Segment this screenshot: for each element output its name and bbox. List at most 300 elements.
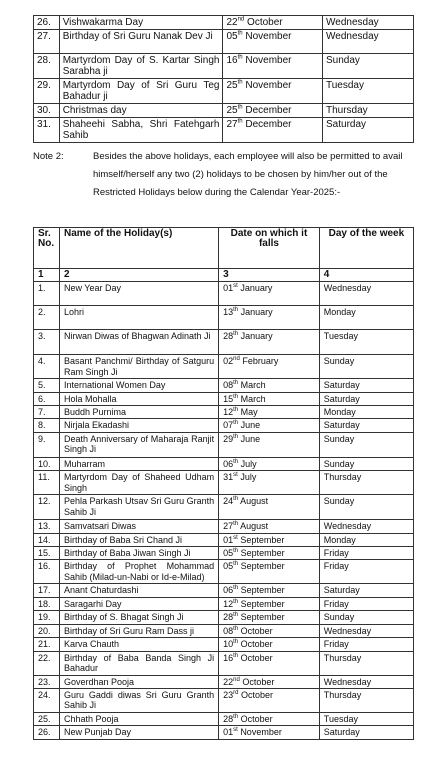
date-suffix: th [233, 521, 239, 528]
holiday-date-cell [219, 457, 320, 470]
holiday-date-cell [219, 712, 320, 725]
date-month: September [240, 612, 285, 623]
table-row [34, 712, 414, 725]
table-row [34, 406, 414, 419]
weekday-cell [319, 726, 413, 739]
holiday-name: Martyrdom Day of Sri Guru Teg Bahadur ji [62, 80, 220, 102]
holiday-date-cell [223, 16, 323, 30]
serial-number-cell [34, 457, 60, 470]
serial-number-cell [34, 118, 60, 143]
date-day: 29 [223, 433, 234, 444]
table-row [34, 651, 414, 675]
holiday-date-cell [219, 330, 320, 355]
weekday: Wednesday [323, 283, 372, 294]
note-line-1: Besides the above holidays, each employee will also be permitted to avail [93, 151, 403, 162]
date-month: July [240, 458, 257, 469]
weekday-cell [319, 330, 413, 355]
holiday-name-cell [59, 379, 218, 392]
holiday-date-cell [219, 597, 320, 610]
holiday-name: Birthday of Baba Jiwan Singh Ji [63, 548, 191, 559]
table-row [34, 30, 414, 54]
weekday-cell [319, 419, 413, 432]
holiday-date-cell [223, 30, 323, 54]
serial-number-cell [34, 306, 60, 330]
serial-number: 9. [38, 433, 46, 444]
weekday: Saturday [326, 119, 367, 130]
date-day: 27 [223, 521, 234, 532]
weekday: Sunday [323, 356, 355, 367]
date-suffix: th [237, 118, 243, 125]
serial-number-cell [34, 495, 60, 520]
weekday-cell [319, 651, 413, 675]
date-suffix: th [233, 407, 239, 414]
date-suffix: th [233, 496, 239, 503]
date-day: 02 [223, 356, 234, 367]
weekday-cell [319, 688, 413, 712]
weekday: Wednesday [323, 625, 372, 636]
date-day: 16 [223, 652, 234, 663]
serial-number: 26. [38, 727, 51, 738]
date-month: October [240, 652, 273, 663]
date-month: January [240, 307, 273, 318]
date-suffix: th [233, 713, 239, 720]
holiday-date-cell [219, 392, 320, 405]
index-4: 4 [319, 269, 413, 282]
serial-number: 10. [38, 458, 51, 469]
restricted-holidays-table [33, 227, 414, 740]
holiday-name-cell [59, 495, 218, 520]
date-day: 08 [223, 380, 234, 391]
weekday-cell [323, 104, 414, 118]
serial-number: 31. [37, 119, 51, 130]
serial-number-cell [34, 584, 60, 597]
date-day: 05 [226, 31, 238, 42]
header-sno: Sr. No. [34, 228, 60, 269]
date-day: 25 [226, 105, 238, 116]
holiday-name: Birthday of Sri Guru Nanak Dev Ji [62, 31, 213, 42]
date-suffix: st [233, 727, 238, 734]
holiday-name: Death Anniversary of Maharaja Ranjit Singh Ji [63, 433, 215, 455]
serial-number: 18. [38, 598, 51, 609]
table-row [34, 118, 414, 143]
table-row [34, 79, 414, 104]
serial-number-cell [34, 471, 60, 495]
holiday-date-cell [219, 624, 320, 637]
weekday: Thursday [323, 689, 362, 700]
serial-number: 30. [37, 105, 51, 116]
date-month: October [247, 17, 283, 28]
serial-number-cell [34, 651, 60, 675]
date-suffix: th [237, 104, 243, 111]
holiday-name: Hola Mohalla [63, 393, 117, 404]
serial-number: 27. [37, 31, 51, 42]
holiday-name: Lohri [63, 307, 84, 318]
date-month: January [240, 283, 273, 294]
date-day: 31 [223, 472, 234, 483]
weekday-cell [319, 584, 413, 597]
table-row [34, 432, 414, 457]
table-row [34, 726, 414, 739]
serial-number: 6. [38, 393, 46, 404]
holiday-date-cell [219, 651, 320, 675]
holiday-date-cell [219, 584, 320, 597]
date-day: 07 [223, 420, 234, 431]
weekday: Thursday [326, 105, 368, 116]
table-row [34, 638, 414, 651]
weekday-cell [319, 306, 413, 330]
date-suffix: th [233, 307, 239, 314]
date-day: 05 [223, 548, 234, 559]
holiday-name: Guru Gaddi diwas Sri Guru Granth Sahib Ji [63, 689, 215, 711]
date-month: August [240, 496, 269, 507]
holiday-date-cell [219, 355, 320, 379]
holiday-name-cell [59, 330, 218, 355]
serial-number-cell [34, 104, 60, 118]
date-day: 12 [223, 598, 234, 609]
serial-number-cell [34, 675, 60, 688]
date-month: October [240, 713, 273, 724]
date-month: June [240, 420, 261, 431]
serial-number: 8. [38, 420, 46, 431]
holiday-name: Muharram [63, 458, 105, 469]
holiday-name-cell [59, 306, 218, 330]
weekday-cell [319, 495, 413, 520]
weekday: Thursday [323, 472, 362, 483]
holiday-date-cell [219, 688, 320, 712]
table-row [34, 379, 414, 392]
weekday: Friday [323, 598, 349, 609]
holiday-name-cell [59, 584, 218, 597]
gazetted-holidays-table-continued [33, 15, 414, 143]
serial-number-cell [34, 726, 60, 739]
header-date: Date on which it falls [219, 228, 320, 269]
holiday-name: Shaheehi Sabha, Shri Fatehgarh Sahib [62, 119, 220, 141]
date-month: October [242, 676, 275, 687]
date-suffix: th [233, 585, 239, 592]
weekday-cell [319, 457, 413, 470]
serial-number: 7. [38, 407, 46, 418]
holiday-name: Birthday of Sri Guru Ram Dass ji [63, 625, 195, 636]
weekday: Saturday [323, 393, 360, 404]
holiday-name-cell [59, 638, 218, 651]
date-month: October [240, 639, 273, 650]
table-row [34, 471, 414, 495]
weekday: Wednesday [326, 17, 379, 28]
serial-number-cell [34, 282, 60, 306]
date-suffix: th [233, 393, 239, 400]
table-row [34, 624, 414, 637]
holiday-name: New Year Day [63, 283, 122, 294]
serial-number: 21. [38, 639, 51, 650]
holiday-date-cell [219, 611, 320, 624]
holiday-date-cell [219, 495, 320, 520]
holiday-name-cell [59, 419, 218, 432]
holiday-name: New Punjab Day [63, 727, 132, 738]
serial-number: 19. [38, 612, 51, 623]
holiday-name: Martyrdom Day of S. Kartar Singh Sarabha ji [62, 55, 220, 77]
date-month: September [240, 598, 285, 609]
holiday-date-cell [219, 726, 320, 739]
serial-number-cell [34, 547, 60, 560]
date-suffix: th [233, 652, 239, 659]
date-day: 22 [226, 17, 238, 28]
date-suffix: th [237, 54, 243, 61]
holiday-name: Martyrdom Day of Shaheed Udham Singh [63, 472, 215, 493]
date-month: May [240, 407, 258, 418]
date-day: 23 [223, 689, 234, 700]
date-day: 27 [226, 119, 238, 130]
table-row [34, 611, 414, 624]
date-day: 22 [223, 676, 234, 687]
holiday-name: Goverdhan Pooja [63, 676, 135, 687]
serial-number: 24. [38, 689, 51, 700]
weekday-cell [319, 560, 413, 584]
holiday-name: Basant Panchmi/ Birthday of Satguru Ram Singh Ji [63, 356, 215, 377]
serial-number-cell [34, 16, 60, 30]
date-day: 08 [223, 625, 234, 636]
date-month: December [245, 119, 292, 130]
serial-number: 23. [38, 676, 51, 687]
date-day: 05 [223, 561, 234, 572]
serial-number-cell [34, 79, 60, 104]
weekday-cell [319, 638, 413, 651]
holiday-name-cell [59, 471, 218, 495]
holiday-date-cell [219, 379, 320, 392]
weekday: Saturday [323, 727, 360, 738]
table-row [34, 16, 414, 30]
holiday-name-cell [59, 79, 223, 104]
holiday-name-cell [59, 118, 223, 143]
holiday-name-cell [59, 282, 218, 306]
table-row [34, 355, 414, 379]
date-suffix: th [233, 420, 239, 427]
holiday-name-cell [59, 406, 218, 419]
weekday: Tuesday [323, 331, 358, 342]
serial-number: 26. [37, 17, 51, 28]
serial-number: 4. [38, 356, 46, 367]
holiday-name-cell [59, 597, 218, 610]
note-line-2: himself/herself any two (2) holidays to be chosen by him/her out of the [93, 169, 388, 180]
weekday: Sunday [326, 55, 360, 66]
weekday-cell [319, 406, 413, 419]
date-month: October [240, 689, 273, 700]
holiday-name: Pehla Parkash Utsav Sri Guru Granth Sahib Ji [63, 496, 215, 517]
holiday-date-cell [219, 419, 320, 432]
weekday: Wednesday [323, 521, 372, 532]
date-month: December [245, 105, 292, 116]
serial-number: 29. [37, 80, 51, 91]
date-day: 01 [223, 727, 234, 738]
weekday: Sunday [323, 433, 355, 444]
holiday-date-cell [223, 54, 323, 79]
date-suffix: th [237, 79, 243, 86]
date-suffix: nd [233, 356, 240, 363]
weekday-cell [319, 624, 413, 637]
date-month: October [240, 625, 273, 636]
note-line-3: Restricted Holidays below during the Calendar Year-2025:- [93, 187, 341, 198]
weekday: Friday [323, 639, 349, 650]
weekday: Monday [323, 307, 356, 318]
serial-number: 14. [38, 534, 51, 545]
table-row [34, 675, 414, 688]
date-suffix: th [233, 331, 239, 338]
table-row [34, 306, 414, 330]
serial-number-cell [34, 560, 60, 584]
holiday-date-cell [223, 79, 323, 104]
date-suffix: th [233, 380, 239, 387]
note-label: Note 2: [33, 151, 64, 162]
serial-number-cell [34, 406, 60, 419]
holiday-name: Nirwan Diwas of Bhagwan Adinath Ji [63, 331, 211, 342]
date-month: November [245, 55, 292, 66]
table-row [34, 419, 414, 432]
serial-number-cell [34, 688, 60, 712]
table-row [34, 688, 414, 712]
holiday-name-cell [59, 726, 218, 739]
serial-number: 1. [38, 283, 46, 294]
holiday-name: Birthday of Baba Banda Singh Ji Bahadur [63, 652, 215, 673]
weekday-cell [319, 597, 413, 610]
date-day: 28 [223, 331, 234, 342]
date-month: November [245, 80, 292, 91]
index-2: 2 [59, 269, 218, 282]
date-month: January [240, 331, 273, 342]
table-row [34, 495, 414, 520]
holiday-name: International Women Day [63, 380, 166, 391]
date-suffix: st [233, 534, 238, 541]
date-suffix: rd [233, 689, 239, 696]
date-suffix: th [233, 433, 239, 440]
serial-number-cell [34, 392, 60, 405]
table-row [34, 457, 414, 470]
holiday-date-cell [219, 306, 320, 330]
serial-number-cell [34, 355, 60, 379]
holiday-name: Nirjala Ekadashi [63, 420, 129, 431]
weekday: Saturday [323, 585, 360, 596]
weekday-cell [319, 547, 413, 560]
holiday-name: Chhath Pooja [63, 713, 119, 724]
table-row [34, 330, 414, 355]
holiday-name-cell [59, 547, 218, 560]
holiday-date-cell [219, 547, 320, 560]
weekday-cell [319, 355, 413, 379]
date-month: November [245, 31, 292, 42]
holiday-name: Karva Chauth [63, 639, 120, 650]
holiday-date-cell [219, 520, 320, 533]
weekday: Tuesday [323, 713, 358, 724]
date-suffix: th [233, 548, 239, 555]
weekday: Thursday [323, 652, 362, 663]
holiday-name-cell [59, 624, 218, 637]
date-day: 16 [226, 55, 238, 66]
weekday: Tuesday [326, 80, 364, 91]
holiday-name-cell [59, 675, 218, 688]
date-suffix: nd [237, 16, 245, 23]
index-1: 1 [34, 269, 60, 282]
date-day: 25 [226, 80, 238, 91]
header-day: Day of the week [319, 228, 413, 269]
serial-number-cell [34, 520, 60, 533]
holiday-name-cell [59, 432, 218, 457]
holiday-name: Anant Chaturdashi [63, 585, 139, 596]
holiday-name-cell [59, 560, 218, 584]
date-month: June [240, 433, 261, 444]
holiday-name-cell [59, 533, 218, 546]
holiday-name-cell [59, 611, 218, 624]
date-day: 24 [223, 496, 234, 507]
serial-number-cell [34, 432, 60, 457]
serial-number-cell [34, 533, 60, 546]
weekday-cell [319, 282, 413, 306]
date-suffix: th [233, 458, 239, 465]
serial-number: 28. [37, 55, 51, 66]
index-3: 3 [219, 269, 320, 282]
date-day: 13 [223, 307, 234, 318]
holiday-date-cell [219, 471, 320, 495]
weekday: Sunday [323, 612, 355, 623]
holiday-name: Birthday of Prophet Mohammad Sahib (Milad-un-Nabi or Id-e-Milad) [63, 561, 215, 582]
date-month: September [240, 585, 285, 596]
table-header-row [34, 228, 414, 269]
date-month: September [240, 548, 285, 559]
weekday-cell [323, 79, 414, 104]
holiday-name-cell [59, 712, 218, 725]
column-index-row [34, 269, 414, 282]
table-row [34, 104, 414, 118]
holiday-name: Saragarhi Day [63, 598, 122, 609]
date-month: September [240, 534, 285, 545]
holiday-name-cell [59, 30, 223, 54]
date-suffix: st [233, 283, 238, 290]
weekday: Monday [323, 407, 356, 418]
date-month: September [240, 561, 285, 572]
serial-number-cell [34, 638, 60, 651]
date-suffix: th [237, 30, 243, 37]
serial-number: 12. [38, 496, 51, 507]
table-row [34, 584, 414, 597]
holiday-name: Vishwakarma Day [62, 17, 144, 28]
date-suffix: st [233, 472, 238, 479]
date-day: 12 [223, 407, 234, 418]
serial-number-cell [34, 597, 60, 610]
serial-number-cell [34, 624, 60, 637]
weekday-cell [323, 118, 414, 143]
date-month: July [240, 472, 257, 483]
serial-number-cell [34, 712, 60, 725]
table-row [34, 282, 414, 306]
date-day: 10 [223, 639, 234, 650]
weekday: Monday [323, 534, 356, 545]
serial-number-cell [34, 330, 60, 355]
weekday: Friday [323, 561, 349, 572]
date-month: August [240, 521, 269, 532]
date-day: 28 [223, 612, 234, 623]
serial-number: 15. [38, 548, 51, 559]
table-row [34, 54, 414, 79]
serial-number: 13. [38, 521, 51, 532]
date-month: February [242, 356, 279, 367]
date-suffix: th [233, 612, 239, 619]
date-suffix: th [233, 625, 239, 632]
serial-number-cell [34, 419, 60, 432]
weekday-cell [319, 520, 413, 533]
holiday-date-cell [219, 533, 320, 546]
table-row [34, 597, 414, 610]
serial-number: 3. [38, 331, 46, 342]
serial-number: 16. [38, 561, 51, 572]
holiday-date-cell [219, 432, 320, 457]
date-day: 06 [223, 585, 234, 596]
